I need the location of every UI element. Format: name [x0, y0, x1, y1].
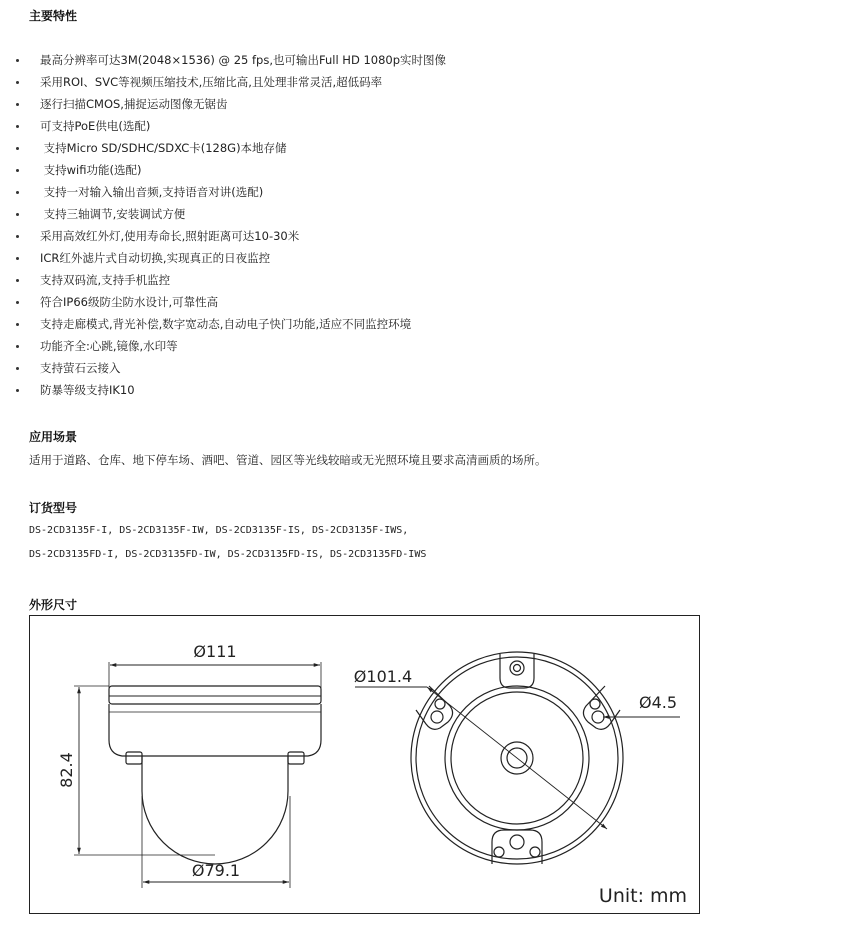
list-item: 支持三轴调节,安装调试方便: [0, 203, 446, 225]
ordering-title: 订货型号: [29, 501, 78, 515]
list-item: 采用ROI、SVC等视频压缩技术,压缩比高,且处理非常灵活,超低码率: [0, 71, 446, 93]
top-diameter-label: Ø101.4: [353, 667, 413, 686]
list-item: 支持wifi功能(选配): [0, 159, 446, 181]
dome-width-label: Ø79.1: [191, 861, 241, 880]
list-item: 采用高效红外灯,使用寿命长,照射距离可达10-30米: [0, 225, 446, 247]
list-item: 支持走廊模式,背光补偿,数字宽动态,自动电子快门功能,适应不同监控环境: [0, 313, 446, 335]
applications-text: 适用于道路、仓库、地下停车场、酒吧、管道、园区等光线较暗或无光照环境且要求高清画质的场所。: [29, 453, 547, 467]
features-list: [0, 49, 446, 401]
applications-title: 应用场景: [29, 430, 78, 444]
list-item: 支持萤石云接入: [0, 357, 446, 379]
list-item: 逐行扫描CMOS,捕捉运动图像无锯齿: [0, 93, 446, 115]
list-item: 功能齐全:心跳,镜像,水印等: [0, 335, 446, 357]
list-item: 支持Micro SD/SDHC/SDXC卡(128G)本地存储: [0, 137, 446, 159]
list-item: 符合IP66级防尘防水设计,可靠性高: [0, 291, 446, 313]
model-list-line-1: DS-2CD3135F-I, DS-2CD3135F-IW, DS-2CD3135F-IS, DS-2CD3135F-IWS,: [29, 525, 409, 536]
list-item: 支持双码流,支持手机监控: [0, 269, 446, 291]
list-item: 可支持PoE供电(选配): [0, 115, 446, 137]
list-item: ICR红外滤片式自动切换,实现真正的日夜监控: [0, 247, 446, 269]
list-item: 最高分辨率可达3M(2048×1536) @ 25 fps,也可输出Full HD 1080p实时图像: [0, 49, 446, 71]
dimensions-title: 外形尺寸: [29, 598, 78, 612]
list-item: 防暴等级支持IK10: [0, 379, 446, 401]
side-height-label: 82.4: [57, 752, 76, 788]
dimension-drawing: [29, 615, 700, 914]
unit-label: Unit: mm: [598, 885, 688, 907]
model-list-line-2: DS-2CD3135FD-I, DS-2CD3135FD-IW, DS-2CD3135FD-IS, DS-2CD3135FD-IWS: [29, 549, 427, 560]
features-title: 主要特性: [29, 9, 78, 23]
hole-diameter-label: Ø4.5: [638, 693, 678, 712]
side-width-label: Ø111: [193, 642, 237, 661]
side-view: [74, 662, 321, 888]
list-item: 支持一对输入输出音频,支持语音对讲(选配): [0, 181, 446, 203]
dimension-drawing-svg: [30, 616, 701, 915]
